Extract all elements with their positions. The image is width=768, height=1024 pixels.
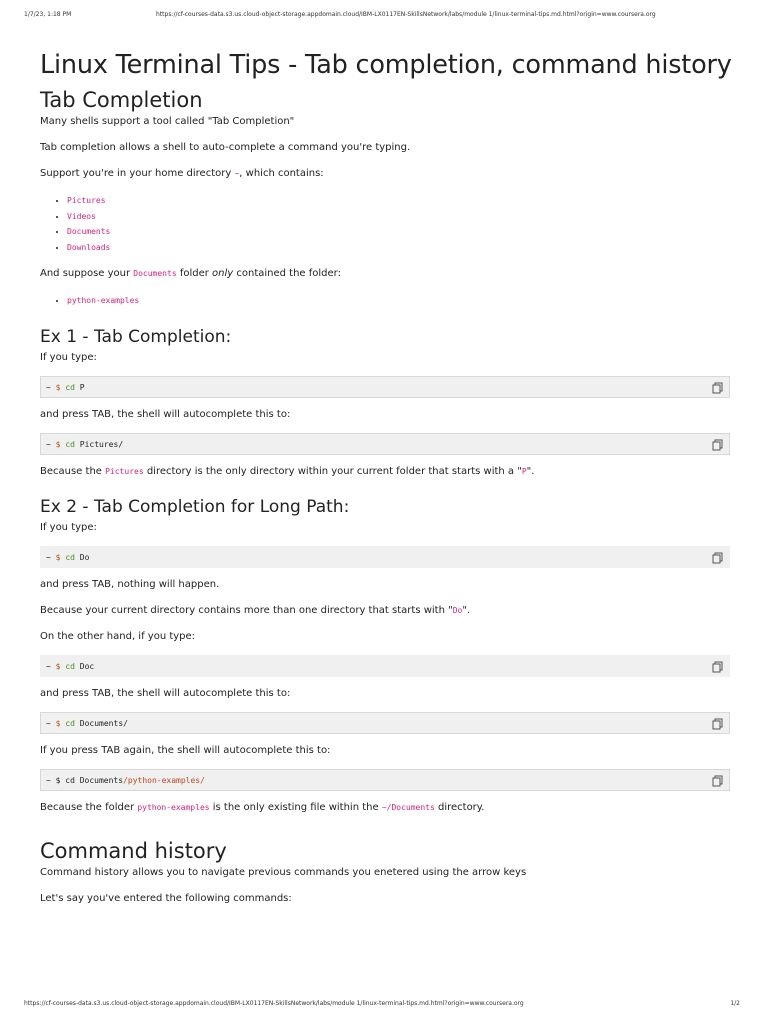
copy-icon[interactable]	[712, 552, 723, 564]
paragraph: And suppose your Documents folder only contained the folder:	[40, 268, 341, 279]
copy-icon[interactable]	[712, 718, 723, 730]
paragraph: If you press TAB again, the shell will autocomplete this to:	[40, 744, 331, 756]
paragraph: On the other hand, if you type:	[40, 630, 196, 642]
copy-icon[interactable]	[712, 382, 723, 394]
documents-list	[40, 293, 730, 309]
section-heading-ex1: Ex 1 - Tab Completion:	[40, 326, 232, 347]
inline-code: Pictures	[105, 466, 144, 476]
print-header	[24, 11, 744, 21]
paragraph: Because the Pictures directory is the only directory within your current folder that starts with a "P".	[40, 465, 535, 477]
code-block[interactable]: ~ $ cd Doc	[40, 655, 730, 677]
copy-icon[interactable]	[712, 661, 723, 673]
page-number: 1/2	[730, 1000, 740, 1007]
inline-code: Documents	[133, 269, 177, 278]
copy-icon[interactable]	[712, 439, 723, 451]
inline-code: ~/Documents	[381, 802, 435, 812]
section-heading-ex2: Ex 2 - Tab Completion for Long Path:	[40, 496, 350, 517]
article	[40, 50, 730, 918]
page-title: Linux Terminal Tips - Tab completion, command history	[40, 50, 732, 80]
code-block[interactable]: ~ $ cd Do	[40, 546, 730, 568]
print-footer-url: https://cf-courses-data.s3.us.cloud-object-storage.appdomain.cloud/IBM-LX0117EN-SkillsNetwork/labs/module 1/linux-terminal-tips.md.html?origin=www.coursera.org	[24, 1000, 524, 1007]
list-item: • Documents	[67, 224, 730, 240]
paragraph: Support you're in your home directory ~, which contains:	[40, 168, 324, 179]
inline-code: P	[521, 466, 527, 476]
paragraph: Tab completion allows a shell to auto-complete a command you're typing.	[40, 142, 411, 153]
inline-code: ~	[234, 169, 240, 178]
list-item: • Downloads	[67, 240, 730, 256]
paragraph: and press TAB, the shell will autocomplete this to:	[40, 687, 291, 699]
code-block[interactable]: ~ $ cd Pictures/	[40, 433, 730, 455]
section-heading-tab-completion: Tab Completion	[40, 88, 203, 112]
paragraph: Many shells support a tool called "Tab Completion"	[40, 116, 295, 127]
print-url: https://cf-courses-data.s3.us.cloud-object-storage.appdomain.cloud/IBM-LX0117EN-SkillsNetwork/labs/module 1/linux-terminal-tips.md.html?origin=www.coursera.org	[156, 11, 656, 18]
list-item: • Videos	[67, 209, 730, 225]
inline-code: python-examples	[137, 802, 210, 812]
code-block[interactable]: ~ $ cd Documents/python-examples/	[40, 769, 730, 791]
list-item: • Pictures	[67, 193, 730, 209]
code-block[interactable]: ~ $ cd Documents/	[40, 712, 730, 734]
section-heading-command-history: Command history	[40, 838, 227, 863]
paragraph: and press TAB, the shell will autocomplete this to:	[40, 408, 291, 420]
code-block[interactable]: ~ $ cd P	[40, 376, 730, 398]
print-footer	[24, 1000, 744, 1010]
paragraph: If you type:	[40, 351, 97, 363]
paragraph: Because the folder python-examples is the only existing file within the ~/Documents directory.	[40, 801, 485, 813]
copy-icon[interactable]	[712, 775, 723, 787]
paragraph: Let's say you've entered the following commands:	[40, 892, 292, 904]
list-item: • python-examples	[67, 293, 730, 309]
paragraph: If you type:	[40, 521, 97, 533]
home-dir-list	[40, 193, 730, 255]
paragraph: Because your current directory contains more than one directory that starts with "Do".	[40, 604, 471, 616]
paragraph: Command history allows you to navigate previous commands you enetered using the arrow keys	[40, 866, 527, 878]
inline-code: Do	[452, 605, 463, 615]
paragraph: and press TAB, nothing will happen.	[40, 578, 220, 590]
print-date: 1/7/23, 1:18 PM	[24, 11, 72, 18]
